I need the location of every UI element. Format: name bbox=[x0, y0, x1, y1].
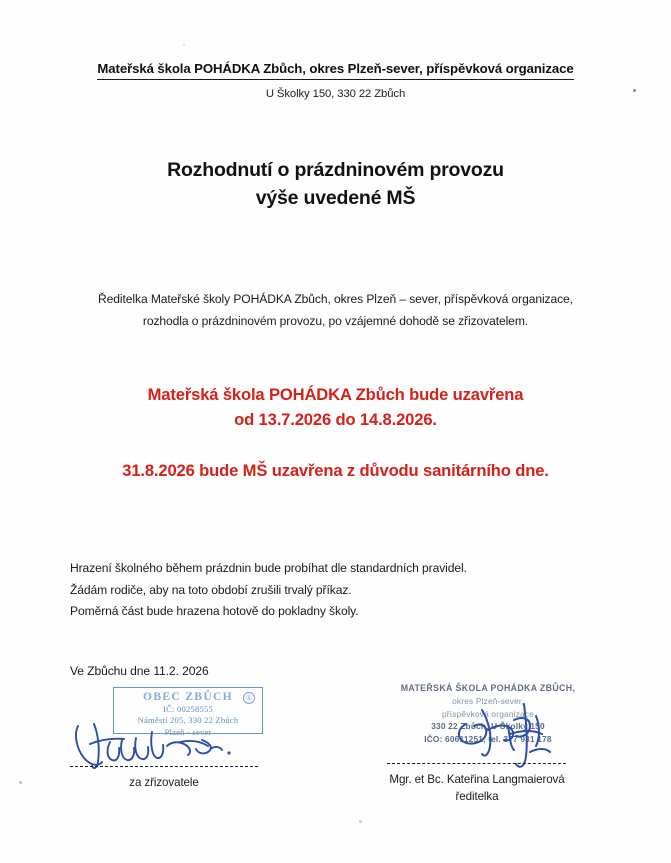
headmistress-role: ředitelka bbox=[455, 790, 499, 804]
scan-speck bbox=[19, 781, 22, 784]
school-stamp bbox=[388, 682, 588, 745]
headmistress-signature-line bbox=[387, 763, 566, 764]
headmistress-name: Mgr. et Bc. Kateřina Langmaierová bbox=[389, 773, 565, 786]
sanitary-day-notice bbox=[0, 459, 671, 484]
scan-speck bbox=[183, 44, 185, 46]
organization-name: Mateřská škola POHÁDKA Zbůch, okres Plzeň-sever, příspěvková organizace bbox=[97, 61, 573, 80]
page-title-line-1: Rozhodnutí o prázdninovém provozu bbox=[167, 159, 504, 181]
school-stamp-ico: IČO: 60611251, tel. 377 931 178 bbox=[424, 733, 552, 744]
sanitary-day-notice-line-1: 31.8.2026 bude MŠ uzavřena z důvodu sanitárního dne. bbox=[122, 461, 549, 480]
place-and-date: Ve Zbůchu dne 11.2. 2026 bbox=[70, 664, 209, 678]
founder-signature-caption: za zřizovatele bbox=[129, 776, 199, 789]
school-stamp-district: okres Plzeň-sever, bbox=[452, 696, 524, 707]
founder-signature-line bbox=[70, 766, 258, 767]
payment-paragraph bbox=[70, 558, 590, 623]
founder-stamp-mark-icon: ① bbox=[243, 692, 255, 704]
intro-paragraph bbox=[0, 288, 671, 333]
payment-line-3: Poměrná část bude hrazena hotově do pokladny školy. bbox=[70, 604, 359, 619]
scan-speck bbox=[359, 820, 362, 823]
founder-stamp-district: Plzeň - sever bbox=[164, 726, 212, 737]
payment-line-2: Žádám rodiče, aby na toto období zrušili trvalý příkaz. bbox=[70, 582, 352, 597]
headmistress-signature-caption bbox=[380, 771, 574, 806]
intro-line-1: Ředitelka Mateřské školy POHÁDKA Zbůch, okres Plzeň – sever, příspěvková organizace, bbox=[98, 292, 573, 306]
intro-line-2: rozhodla o prázdninovém provozu, po vzájemné dohodě se zřizovatelem. bbox=[142, 314, 529, 329]
page-title-line-2: výše uvedené MŠ bbox=[255, 186, 416, 209]
school-stamp-legal-form: příspěvková organizace bbox=[441, 708, 535, 719]
scan-speck bbox=[633, 89, 636, 92]
document-header bbox=[0, 60, 671, 100]
founder-stamp-ic: IČ: 00258555 bbox=[163, 703, 213, 714]
payment-line-1: Hrazení školného během prázdnin bude probíhat dle standardních pravidel. bbox=[70, 561, 467, 575]
founder-stamp-title: OBEC ZBŮCH bbox=[143, 690, 233, 703]
school-stamp-address: 330 22 Zbůch, U Školky 150 bbox=[431, 721, 545, 732]
founder-stamp bbox=[113, 687, 263, 737]
closure-notice-line-1: Mateřská škola POHÁDKA Zbůch bude uzavřena bbox=[147, 385, 524, 404]
closure-notice bbox=[0, 382, 671, 432]
school-stamp-title: MATEŘSKÁ ŠKOLA POHÁDKA ZBŮCH, bbox=[400, 683, 576, 693]
closure-notice-line-2: od 13.7.2026 do 14.8.2026. bbox=[234, 410, 437, 430]
page-title bbox=[0, 157, 671, 212]
founder-stamp-address: Náměstí 205, 330 22 Zbůch bbox=[137, 715, 239, 726]
organization-address: U Školky 150, 330 22 Zbůch bbox=[265, 87, 406, 100]
